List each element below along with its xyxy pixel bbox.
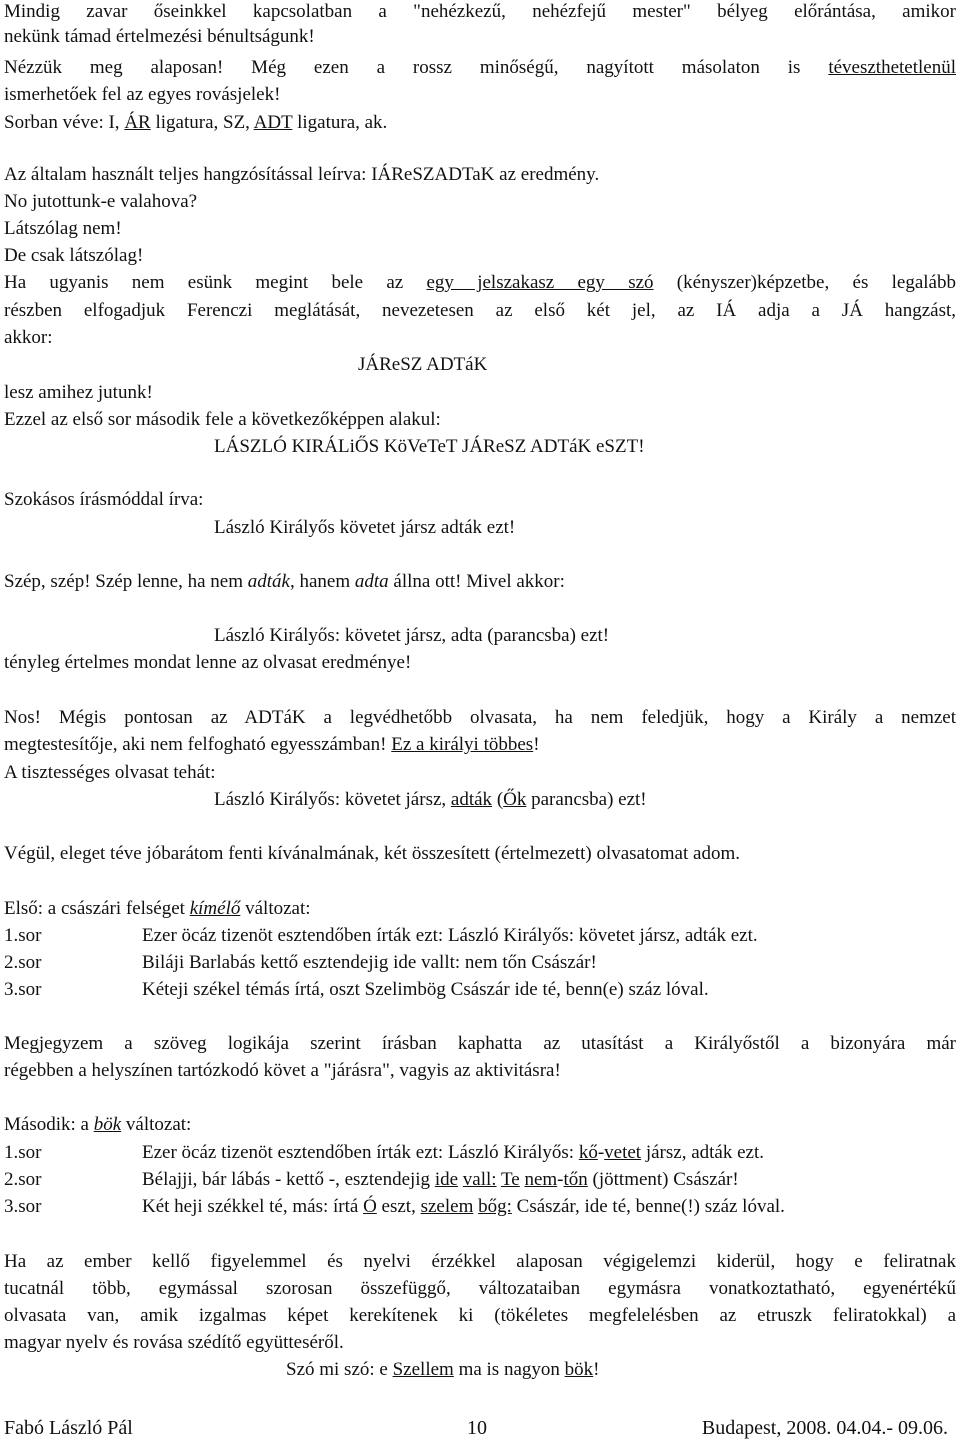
paragraph-line: Megjegyzem a szöveg logikája szerint írásban kaphatta az utasítást a Királyőstől a bizonyára már [4, 1033, 956, 1054]
paragraph-line: Ha ugyanis nem esünk megint bele az egy jelszakasz egy szó (kényszer)képzetbe, és legalább [4, 272, 956, 293]
paragraph-line: A tisztességes olvasat tehát: [4, 762, 216, 783]
paragraph-line: Sorban véve: I, ÁR ligatura, SZ, ADT ligatura, ak. [4, 112, 388, 133]
section-heading: Első: a császári felséget kímélő változat: [4, 898, 311, 919]
paragraph-line: De csak látszólag! [4, 245, 144, 266]
footer-author: Fabó László Pál [4, 1417, 133, 1439]
paragraph-line: Szokásos írásmóddal írva: [4, 489, 204, 510]
underlined-word: téveszthetetlenül [828, 57, 956, 78]
indented-line: László Királyős követet jársz adták ezt! [214, 517, 516, 538]
paragraph-line: lesz amihez jutunk! [4, 382, 153, 403]
paragraph-line: magyar nyelv és rovása szédítő együtteséről. [4, 1332, 344, 1353]
paragraph-line: akkor: [4, 327, 53, 348]
paragraph-line: tényleg értelmes mondat lenne az olvasat eredménye! [4, 652, 412, 673]
list-item: 3.sor Kéteji székel témás írtá, oszt Szelimbög Császár ide té, benn(e) száz lóval. [4, 979, 709, 1000]
paragraph-line: tucatnál több, egymással szorosan összefüggő, változataiban egymásra vonatkoztatható, egyenértékű [4, 1278, 956, 1299]
paragraph-line: No jutottunk-e valahova? [4, 191, 198, 212]
centered-line: JÁReSZ ADTáK [358, 354, 488, 375]
closing-line: Szó mi szó: e Szellem ma is nagyon bök! [286, 1359, 600, 1380]
paragraph-line: Látszólag nem! [4, 218, 122, 239]
paragraph-line: olvasata van, amik izgalmas képet kerekítenek ki (tökéletes megfelelésben az etruszk feliratokkal) a [4, 1305, 956, 1326]
paragraph-line: Nézzük meg alaposan! Még ezen a rossz minőségű, nagyított másolaton is téveszthetetlenül [4, 57, 956, 78]
indented-line: László Királyős: követet jársz, adták (Ők parancsba) ezt! [214, 789, 647, 810]
paragraph-line: Mindig zavar őseinkkel kapcsolatban a "nehézkezű, nehézfejű mester" bélyeg előrántása, amikor [4, 1, 956, 22]
indented-line: László Királyős: követet jársz, adta (parancsba) ezt! [214, 625, 610, 646]
paragraph-line: részben elfogadjuk Ferenczi meglátását, nevezetesen az első két jel, az IÁ adja a JÁ hangzást, [4, 300, 956, 321]
list-item: 3.sor Két heji székkel té, más: írtá Ó eszt, szelem bőg: Császár, ide té, benne(!) száz lóval. [4, 1196, 785, 1217]
list-item: 2.sor Bélajji, bár lábás - kettő -, esztendejig ide vall: Te nem-tőn (jöttment) Császár! [4, 1169, 739, 1190]
footer-page-number: 10 [467, 1417, 487, 1439]
paragraph-line: Végül, eleget téve jóbarátom fenti kívánalmának, két összesített (értelmezett) olvasatomat adom. [4, 843, 740, 864]
paragraph-line: Ha az ember kellő figyelemmel és nyelvi érzékkel alaposan végigelemzi kiderül, hogy e feliratnak [4, 1251, 956, 1272]
indented-line: LÁSZLÓ KIRÁLiŐS KöVeTeT JÁReSZ ADTáK eSZT! [214, 436, 645, 457]
paragraph-line: Szép, szép! Szép lenne, ha nem adták, hanem adta állna ott! Mivel akkor: [4, 571, 565, 592]
paragraph-line: nekünk támad értelmezési bénultságunk! [4, 26, 315, 47]
paragraph-line: Ezzel az első sor második fele a következőképpen alakul: [4, 409, 441, 430]
list-item: 1.sor Ezer öcáz tizenöt esztendőben írták ezt: László Királyős: követet jársz, adták ezt. [4, 925, 758, 946]
list-item: 1.sor Ezer öcáz tizenöt esztendőben írták ezt: László Királyős: kő-vetet jársz, adták ezt. [4, 1142, 764, 1163]
footer-place-date: Budapest, 2008. 04.04.- 09.06. [701, 1417, 948, 1439]
section-heading: Második: a bök változat: [4, 1114, 192, 1135]
paragraph-line: Nos! Mégis pontosan az ADTáK a legvédhetőbb olvasata, ha nem feledjük, hogy a Király a nemzet [4, 707, 956, 728]
paragraph-line: megtestesítője, aki nem felfogható egyesszámban! Ez a királyi többes! [4, 734, 540, 755]
list-item: 2.sor Biláji Barlabás kettő esztendejig ide vallt: nem tőn Császár! [4, 952, 597, 973]
paragraph-line: régebben a helyszínen tartózkodó követ a "járásra", vagyis az aktivitásra! [4, 1060, 561, 1081]
paragraph-line: ismerhetőek fel az egyes rovásjelek! [4, 84, 281, 105]
paragraph-line: Az általam használt teljes hangzósítással leírva: IÁReSZADTaK az eredmény. [4, 164, 600, 185]
